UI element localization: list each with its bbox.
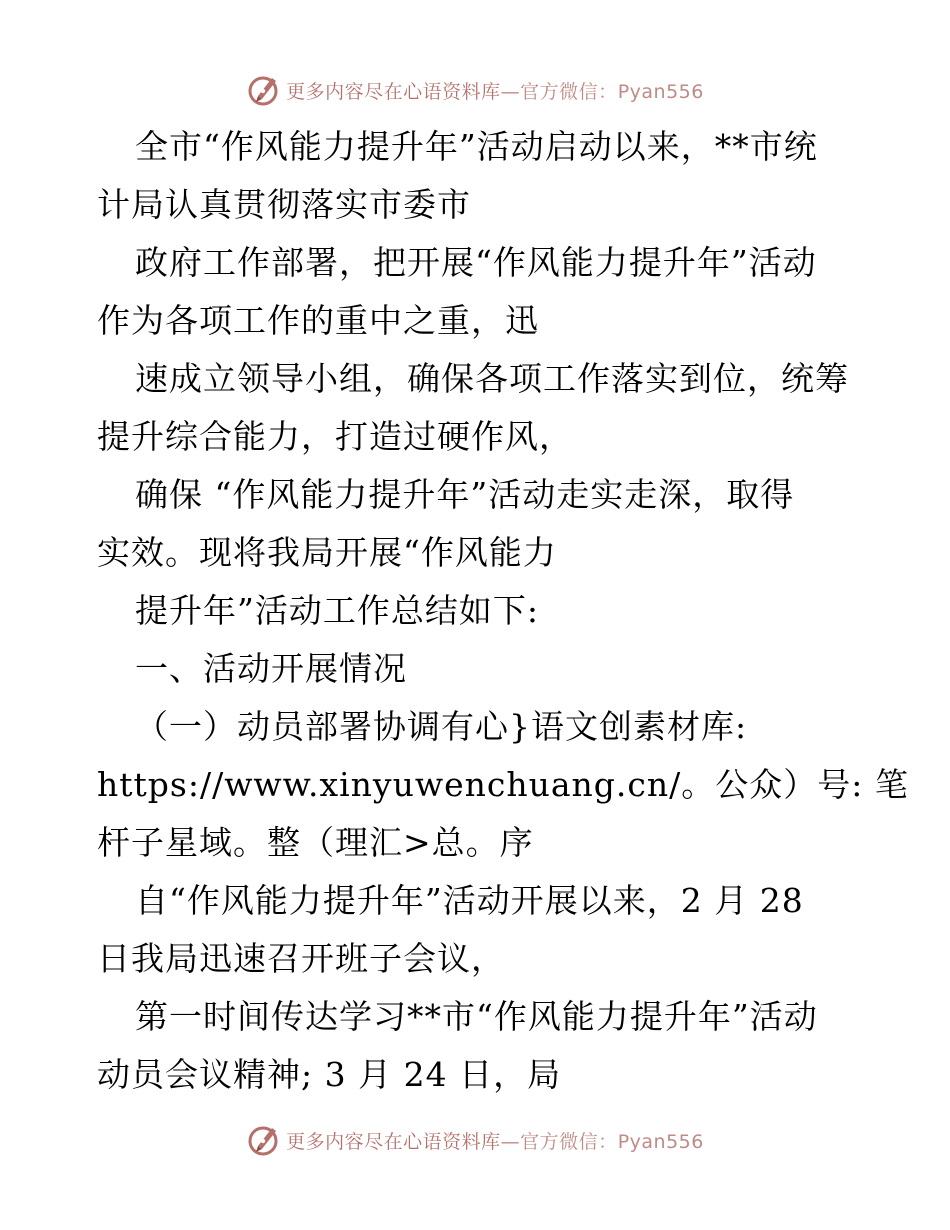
watermark-wechat-id: Pyan556	[617, 1130, 704, 1153]
pen-nib-logo-icon	[246, 72, 282, 108]
header-watermark	[0, 70, 950, 110]
watermark-dash: —	[500, 80, 521, 103]
footer-watermark	[0, 1120, 950, 1160]
watermark-dash: —	[500, 1130, 521, 1153]
watermark-wechat-id: Pyan556	[617, 80, 704, 103]
text-line: 日我局迅速召开班子会议，	[97, 939, 505, 978]
text-line: 全市“作风能力提升年”活动启动以来，**市统	[135, 127, 818, 166]
text-line: 实效。现将我局开展“作风能力	[97, 533, 557, 572]
document-body	[97, 118, 909, 1104]
pen-nib-logo-icon	[246, 1122, 282, 1158]
text-line: 作为各项工作的重中之重，迅	[97, 301, 539, 340]
text-line: 政府工作部署，把开展“作风能力提升年”活动	[135, 243, 817, 282]
watermark-title: 更多内容尽在心语资料库	[286, 1130, 501, 1153]
text-line: 第一时间传达学习**市“作风能力提升年”活动	[135, 997, 818, 1036]
text-line: 动员会议精神; 3 月 24 日，局	[97, 1055, 562, 1094]
text-line: 杆子星域。整（理汇>总。序	[97, 823, 534, 862]
watermark-title: 更多内容尽在心语资料库	[286, 80, 501, 103]
subsection-heading: （一）动员部署协调有心}语文创素材库:	[135, 707, 748, 746]
text-line: 自“作风能力提升年”活动开展以来，2 月 28	[135, 881, 804, 920]
text-line: 计局认真贯彻落实市委市	[97, 185, 471, 224]
watermark-wechat-label: 官方微信：	[520, 80, 618, 103]
text-line: 确保 “作风能力提升年”活动走实走深，取得	[135, 475, 795, 514]
text-line: https://www.xinyuwenchuang.cn/。公众）号: 笔	[97, 765, 909, 804]
text-line: 提升年”活动工作总结如下:	[135, 591, 539, 630]
text-line: 速成立领导小组，确保各项工作落实到位，统筹	[135, 359, 849, 398]
watermark-wechat-label: 官方微信：	[520, 1130, 618, 1153]
text-line: 提升综合能力，打造过硬作风，	[97, 417, 573, 456]
section-heading: 一、活动开展情况	[135, 649, 407, 688]
